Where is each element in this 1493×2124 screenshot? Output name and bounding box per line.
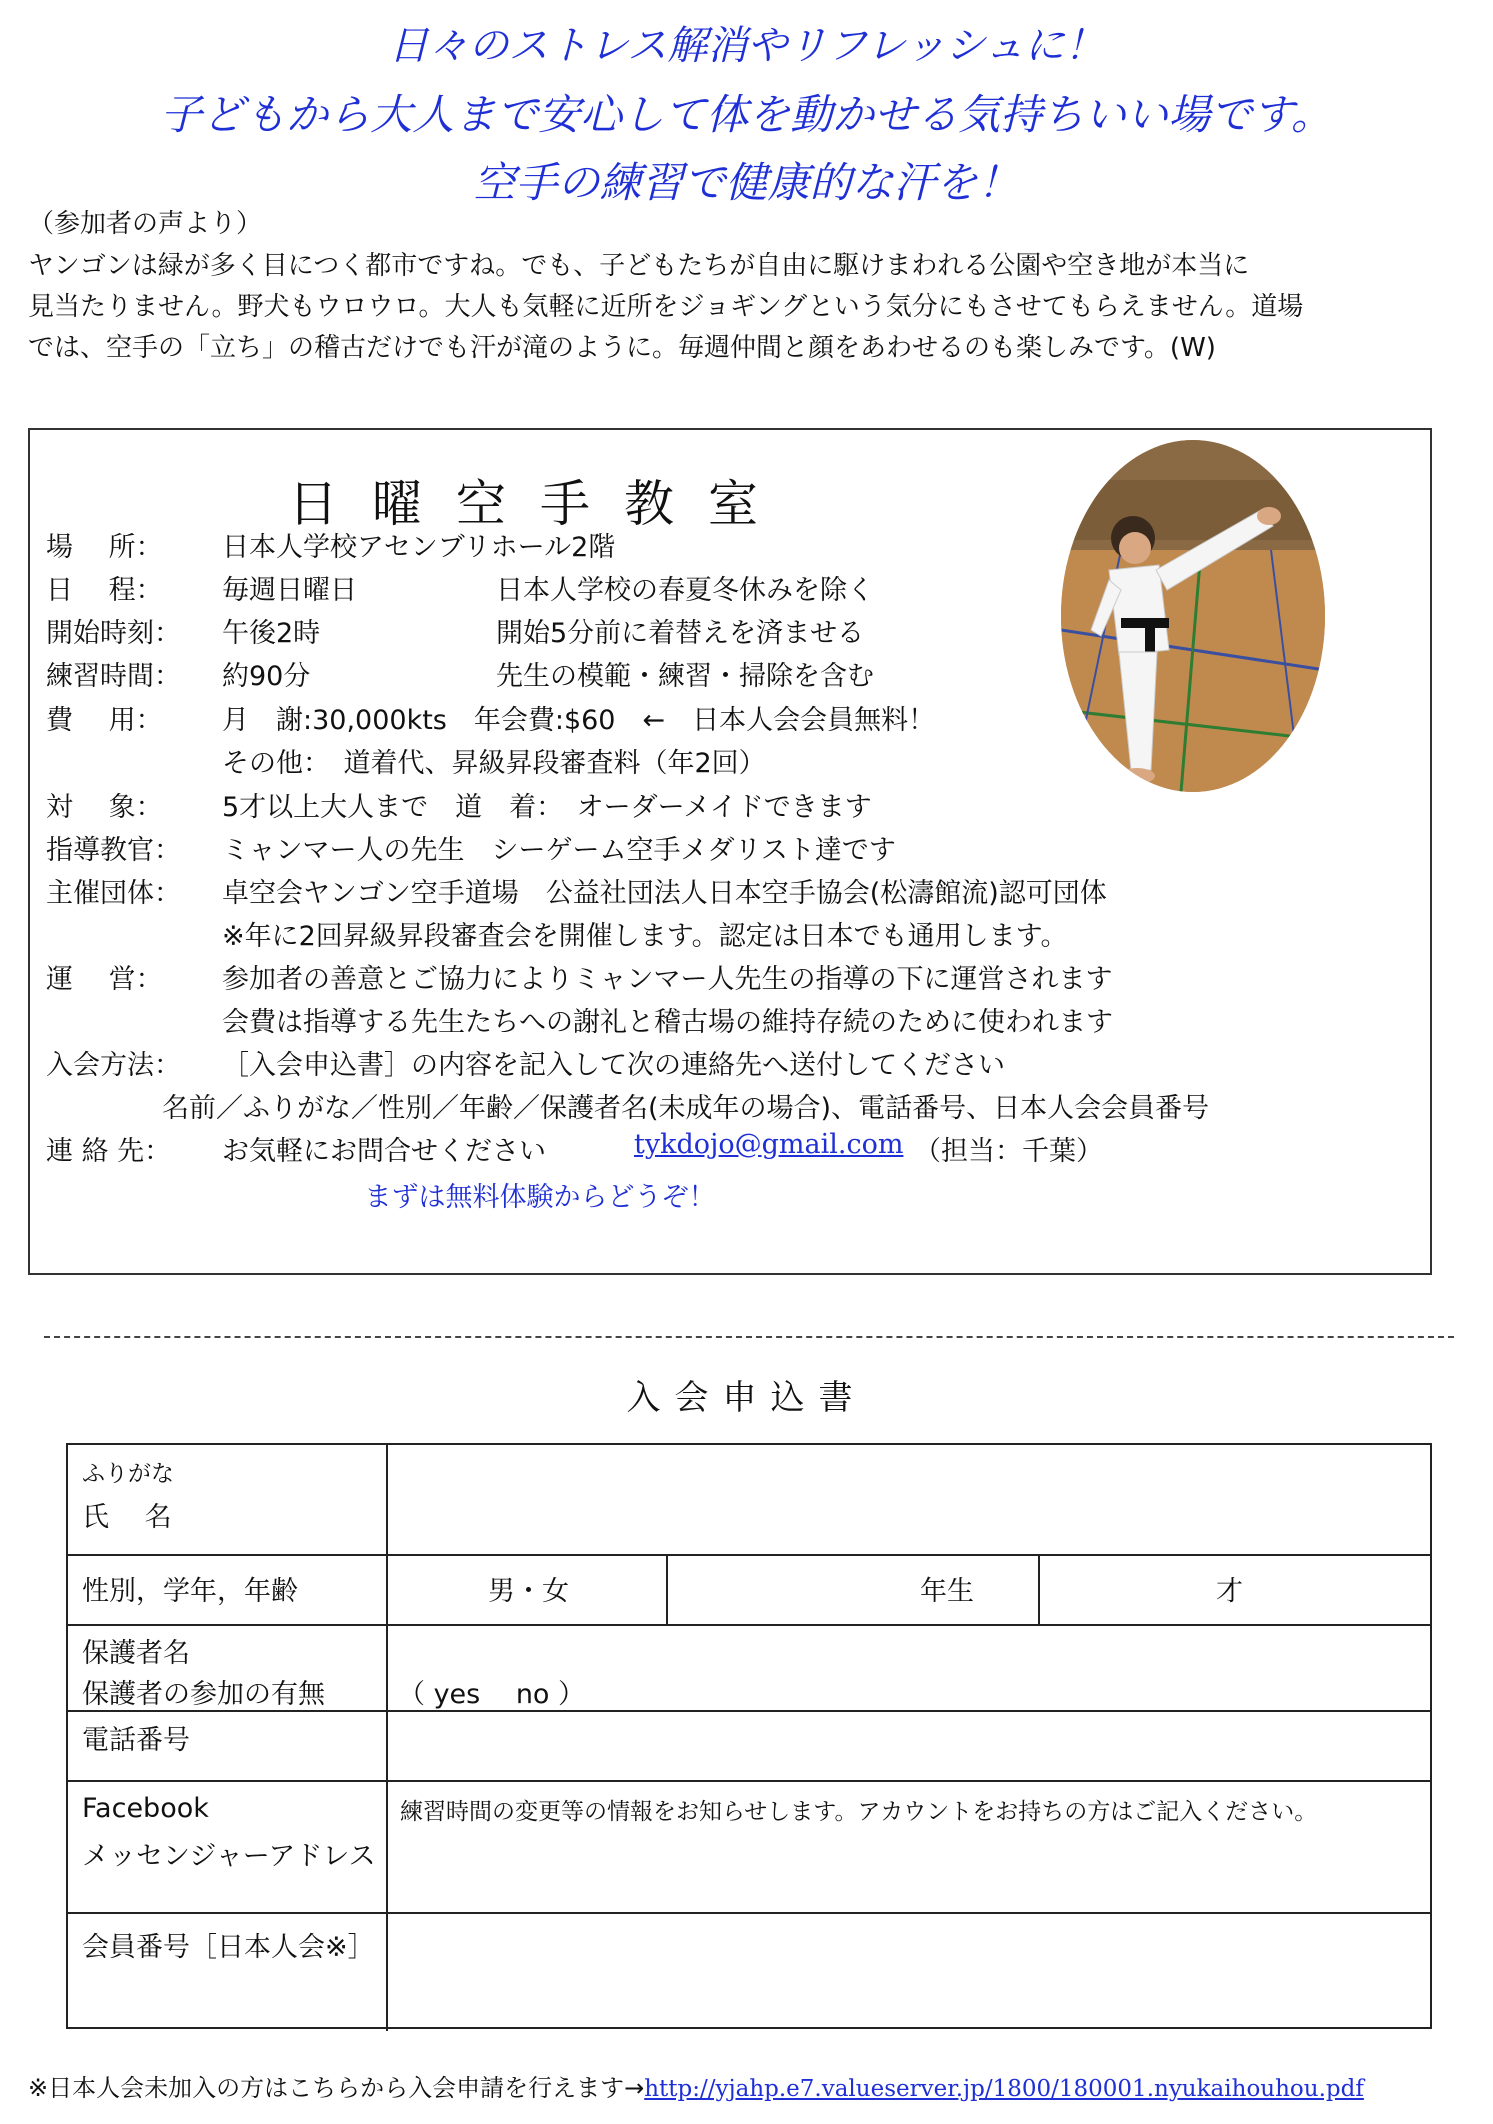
member-number-label: 会員番号［日本人会※］ (82, 1932, 375, 1963)
operation-note: 会費は指導する先生たちへの謝礼と稽古場の維持存続のために使われます (222, 1007, 1113, 1038)
karate-photo (1061, 440, 1325, 792)
duration-label: 練習時間： (46, 661, 181, 692)
cut-line (44, 1336, 1454, 1338)
start-value: 午後2時 (222, 618, 321, 649)
place-value: 日本人学校アセンブリホール2階 (222, 532, 616, 563)
contact-label: 連 絡 先： (46, 1136, 172, 1167)
organizer-label: 主催団体： (46, 878, 181, 909)
facebook-label: Facebook (82, 1793, 209, 1824)
start-note: 開始5分前に着替えを済ませる (496, 618, 865, 649)
schedule-value: 毎週日曜日 (222, 575, 357, 606)
join-fields: 名前／ふりがな／性別／年齢／保護者名(未成年の場合)、電話番号、日本人会会員番号 (162, 1093, 1210, 1124)
headline-3: 空手の練習で健康的な汗を！ (473, 158, 1020, 207)
application-form (66, 1443, 1432, 2029)
age-unit: 才 (1216, 1576, 1243, 1607)
form-divider (386, 1445, 388, 2031)
voice-line: では、空手の「立ち」の稽古だけでも汗が滝のように。毎週仲間と顔をあわせるのも楽しみです。(W) (28, 333, 1216, 363)
voice-body (28, 246, 1473, 369)
yes-no-option[interactable]: （ yes no ） (398, 1679, 586, 1710)
organizer-note: ※年に2回昇級昇段審査会を開催します。認定は日本でも通用します。 (222, 921, 1068, 952)
guardian-label: 保護者名 (82, 1638, 190, 1669)
voice-line: 見当たりません。野犬もウロウロ。大人も気軽に近所をジョギングという気分にもさせてもらえません。道場 (28, 292, 1304, 322)
name-label: 氏 名 (82, 1502, 172, 1533)
duration-value: 約90分 (222, 661, 311, 692)
class-title: 日曜空手教室 (288, 475, 792, 533)
fee-other: その他： 道着代、昇級昇段審査料（年2回） (222, 748, 766, 779)
join-label: 入会方法： (46, 1050, 181, 1081)
target-value: 5才以上大人まで 道 着： オーダーメイドできます (222, 792, 872, 823)
join-value: ［入会申込書］の内容を記入して次の連絡先へ送付してください (222, 1050, 1005, 1081)
form-divider (666, 1554, 668, 1624)
form-title: 入会申込書 (626, 1378, 867, 1418)
place-label: 場 所： (46, 532, 163, 563)
duration-note: 先生の模範・練習・掃除を含む (496, 661, 874, 692)
operation-value: 参加者の善意とご協力によりミャンマー人先生の指導の下に運営されます (222, 964, 1113, 995)
form-divider (68, 1780, 1430, 1782)
gender-grade-age-label: 性別，学年，年齢 (82, 1576, 298, 1607)
start-label: 開始時刻： (46, 618, 181, 649)
fee-value: 月 謝:30,000kts 年会費:$60 ← 日本人会会員無料！ (222, 705, 936, 736)
form-divider (1038, 1554, 1040, 1624)
voice-line: ヤンゴンは緑が多く目につく都市ですね。でも、子どもたちが自由に駆けまわれる公園や空き地が本当に (28, 251, 1250, 281)
footer-url-link[interactable]: http://yjahp.e7.valueserver.jp/1800/180001.nyukaihouhou.pdf (644, 2076, 1364, 2102)
karate-kick-illustration (1061, 440, 1325, 792)
form-divider (68, 1554, 1430, 1556)
instructor-value: ミャンマー人の先生 シーゲーム空手メダリスト達です (222, 835, 896, 866)
form-divider (68, 1624, 1430, 1626)
headline-1: 日々のストレス解消やリフレッシュに！ (388, 23, 1105, 69)
headline-2: 子どもから大人まで安心して体を動かせる気持ちいい場です。 (160, 90, 1333, 139)
phone-label: 電話番号 (82, 1725, 190, 1756)
messenger-label: メッセンジャーアドレス (82, 1841, 376, 1872)
contact-person: （担当：千葉） (914, 1136, 1103, 1167)
schedule-note: 日本人学校の春夏冬休みを除く (496, 575, 874, 606)
schedule-label: 日 程： (46, 575, 163, 606)
contact-pre: お気軽にお問合せください (222, 1136, 546, 1167)
target-label: 対 象： (46, 792, 163, 823)
contact-email-link[interactable]: tykdojo@gmail.com (634, 1129, 904, 1160)
form-divider (68, 1912, 1430, 1914)
footer-note (28, 2068, 1364, 2103)
grade-unit: 年生 (920, 1576, 974, 1607)
guardian-participation-label: 保護者の参加の有無 (82, 1679, 325, 1710)
instructor-label: 指導教官： (46, 835, 181, 866)
voice-heading: （参加者の声より） (28, 209, 263, 239)
trial-cta: まずは無料体験からどうぞ！ (364, 1182, 716, 1213)
gender-option[interactable]: 男・女 (488, 1576, 569, 1607)
furigana-label: ふりがな (82, 1461, 174, 1487)
facebook-note: 練習時間の変更等の情報をお知らせします。アカウントをお持ちの方はご記入ください。 (400, 1799, 1318, 1825)
operation-label: 運 営： (46, 964, 163, 995)
class-info-box (28, 428, 1432, 1275)
fee-label: 費 用： (46, 705, 163, 736)
footer-text: ※日本人会未加入の方はこちらから入会申請を行えます→ (28, 2074, 645, 2102)
organizer-value: 卓空会ヤンゴン空手道場 公益社団法人日本空手協会(松濤館流)認可団体 (222, 878, 1107, 909)
